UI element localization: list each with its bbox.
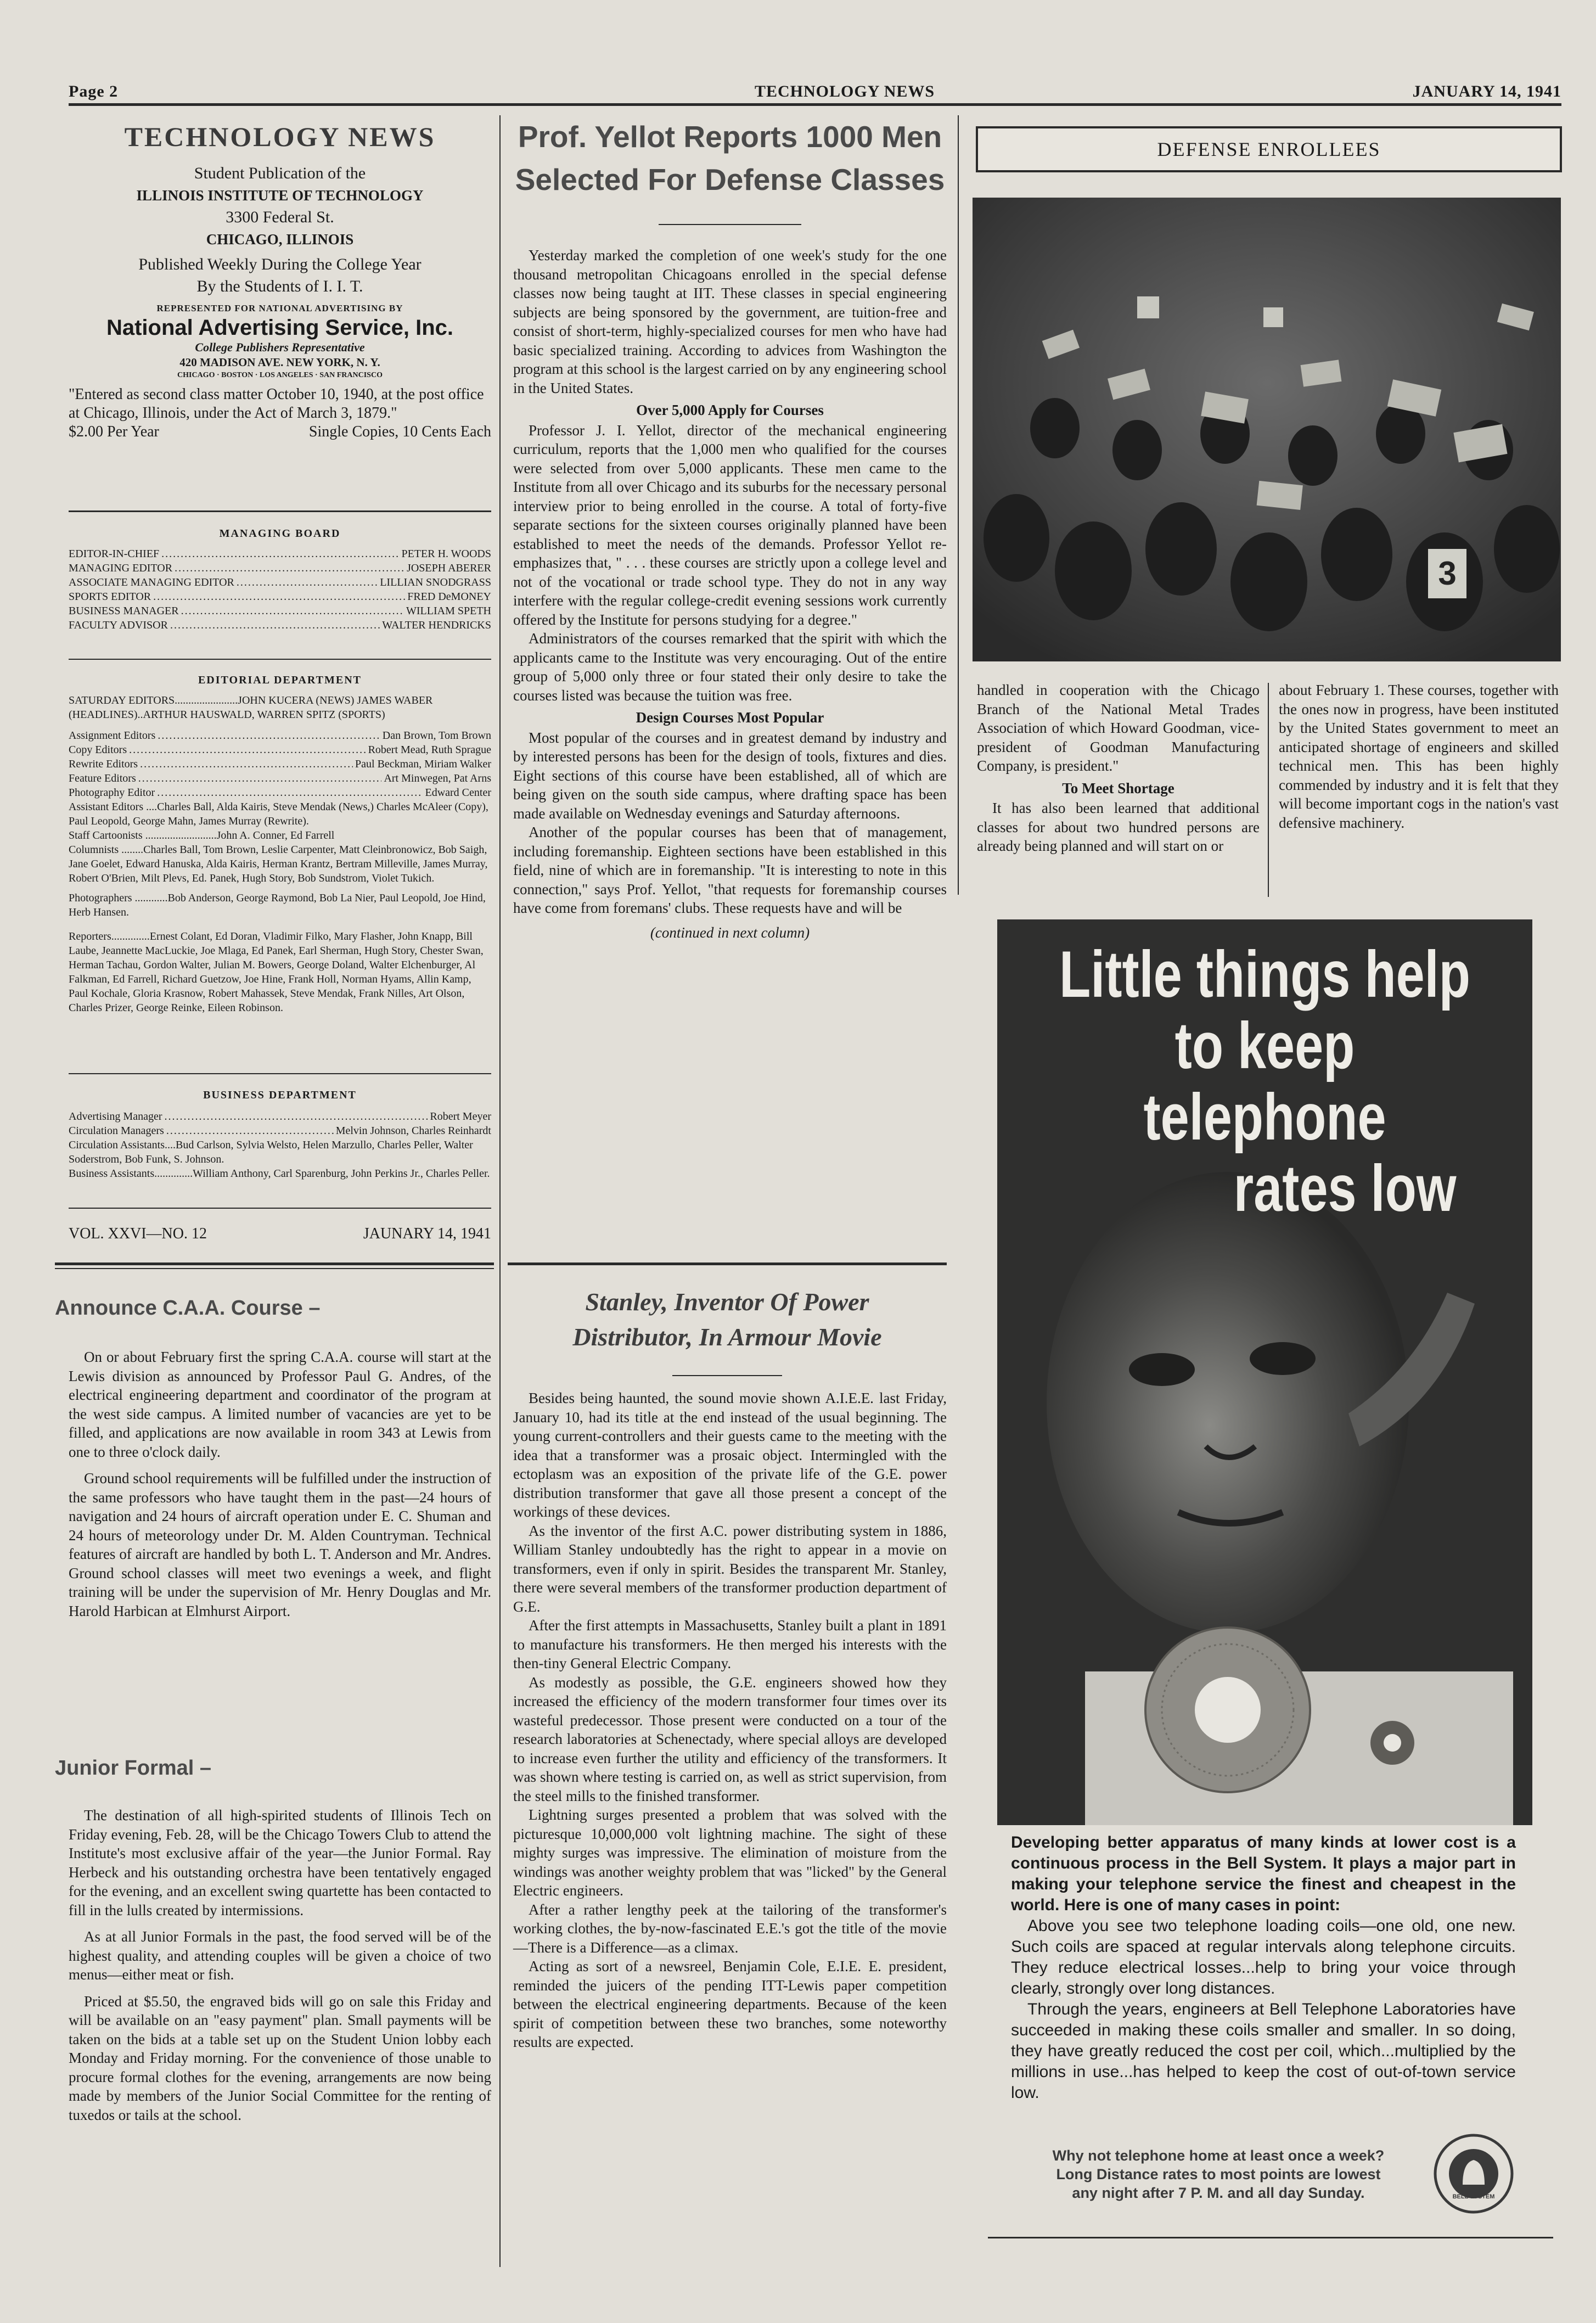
paragraph: Through the years, engineers at Bell Telephone Laboratories have succeeded in making these coils smaller and smaller. In so doing, they have greatly reduced the cost per coil, which...multiplied by the millions in use...has helped to keep the cost of out-of-town service low.: [1011, 2000, 1516, 2102]
board-name: PETER H. WOODS: [401, 548, 491, 560]
headline-line: Selected For Defense Classes: [515, 162, 945, 197]
subhead: Design Courses Most Popular: [636, 709, 824, 726]
paragraph: Most popular of the courses and in greatest demand by industry and by interested persons has been for the design of tools, fixtures and dies. Eight sections of this course have been established, all of which are being given on the south side campus, where drafting space has been made available on Wednesday evenings and Saturday afternoons.: [513, 729, 947, 822]
masthead-entered: "Entered as second class matter October 10, 1940, at the post office at Chicago, Illinois, under the Act of March 3, 1879.": [69, 386, 484, 422]
paragraph: Yesterday marked the completion of one week's study for the one thousand metropolitan Chicagoans enrolled in the special defense classes now being taught at IIT. These classes in special engineering subjects are being sponsored by the government, are tuition-free and consist of short-term, highly-specialized courses for men who have had basic specialized training. According to advices from Washington the program at this school is the largest carried on by any engineering school in the United States.: [513, 247, 947, 396]
short-rule: [659, 224, 801, 225]
board-role: ASSOCIATE MANAGING EDITOR: [69, 576, 234, 588]
caa-body: [69, 1348, 491, 1620]
board-row: [69, 1109, 491, 1124]
columnists: Columnists ........Charles Ball, Tom Brown, Leslie Carpenter, Matt Cleinbronowicz, Bob Saigh, Jane Goelet, Edward Hanuska, Alda Kairis, Herman Krantz, Bertram Milleville, James Murray, Robert O'Brien, Milt Plevs, Ed. Panek, Hugh Story, Bob Sundstrom, Violet Tukich.: [69, 844, 488, 884]
board-name: FRED DeMONEY: [407, 591, 491, 603]
masthead-line: Student Publication of the: [194, 164, 366, 182]
paragraph: Acting as sort of a newsreel, Benjamin Cole, E.I.E. E. president, reminded the juicers of the pending ITT-Lewis paper competition between the electrical engineering departments. Because of the keen spirit of competition between these two branches, some noteworthy results are expected.: [513, 1958, 947, 2050]
masthead-address: 420 MADISON AVE. NEW YORK, N. Y.: [179, 356, 380, 369]
masthead-prices: [69, 423, 491, 441]
managing-board: [69, 524, 491, 632]
board-row: [69, 757, 491, 771]
page-number: Page 2: [69, 82, 119, 100]
board-name: Edward Center: [425, 787, 491, 799]
board-name: JOSEPH ABERER: [407, 562, 491, 574]
divider: [69, 1073, 491, 1074]
yellot-continued-col2: [1279, 681, 1559, 832]
ad-headline-line: Little things help: [1059, 938, 1470, 1011]
column-divider: [499, 115, 501, 2267]
masthead-title: TECHNOLOGY NEWS: [124, 121, 436, 152]
subhead: Over 5,000 Apply for Courses: [636, 402, 824, 418]
masthead-pub2: By the Students of I. I. T.: [196, 277, 363, 295]
seal-text: BELL SYSTEM: [1452, 2193, 1495, 2200]
masthead-pub1: Published Weekly During the College Year: [138, 255, 422, 273]
business-title: BUSINESS DEPARTMENT: [203, 1089, 357, 1101]
paragraph: Besides being haunted, the sound movie shown A.I.E.E. last Friday, January 10, had its title at the end instead of the usual beginning. The young current-controllers and their guests came to the meeting with the idea that a transformer was a prosaic object. Intermingled with the ectoplasm was an exposition of the private life of the G.E. power distribution transformer that gave all those present a concept of the workings of these devices.: [513, 1390, 947, 1520]
ad-tagline-line: Long Distance rates to most points are lowest: [1056, 2166, 1381, 2182]
continued-note: (continued in next column): [650, 924, 810, 941]
volume-number: VOL. XXVI—NO. 12: [69, 1225, 207, 1242]
price-per-year: $2.00 Per Year: [69, 423, 159, 440]
board-row: [69, 743, 491, 757]
stanley-body: [513, 1389, 947, 2052]
subhead: To Meet Shortage: [1062, 779, 1174, 796]
board-role: BUSINESS MANAGER: [69, 605, 179, 617]
paragraph: Above you see two telephone loading coils—one old, one new. Such coils are spaced at regular intervals along telephone circuits. They reduce electrical losses...help to bring your voice through clearly, strongly over long distances.: [1011, 1917, 1516, 1997]
column-divider: [958, 115, 959, 895]
board-role: Feature Editors: [69, 772, 136, 784]
defense-enrollees-title: DEFENSE ENROLLEES: [1157, 138, 1381, 160]
headline-line: Distributor, In Armour Movie: [572, 1323, 882, 1351]
paragraph: The destination of all high-spirited students of Illinois Tech on Friday evening, Feb. 28, will be the Chicago Towers Club to attend the Institute's most exclusive affair of the year—the Junior Formal. Ray Herbeck and his outstanding orchestra have been tentatively engaged for the evening, and an excellent swing quartette has been contacted to fill in the lulls created by intermissions.: [69, 1807, 491, 1918]
masthead-school: ILLINOIS INSTITUTE OF TECHNOLOGY: [136, 187, 424, 204]
board-row: [69, 547, 491, 561]
paragraph: After the first attempts in Massachusetts, Stanley built a plant in 1891 to manufacture his transformers. He then merged his interests with the then-tiny General Electric Company.: [513, 1617, 947, 1671]
caa-headline: Announce C.A.A. Course –: [55, 1297, 321, 1320]
volume-date: JAUNARY 14, 1941: [363, 1225, 491, 1242]
ad-headline: [1056, 939, 1474, 1224]
assistant-editors: Assistant Editors ....Charles Ball, Alda Kairis, Steve Mendak (News,) Charles McAleer (Copy), Paul Leopold, George Mahn, James Murray (Rewrite).: [69, 801, 488, 827]
business-department: [69, 1086, 491, 1181]
masthead-rep: REPRESENTED FOR NATIONAL ADVERTISING BY: [156, 303, 403, 313]
board-role: Circulation Managers: [69, 1125, 164, 1137]
business-list: [69, 1109, 491, 1138]
headline-line: Prof. Yellot Reports 1000 Men: [518, 120, 942, 154]
paragraph: Professor J. I. Yellot, director of the mechanical engineering curriculum, reports that the 1,000 men who qualified for the courses were selected from over 5,000 applicants. These men came to the Institute from all over Chicago and its suburbs for the necessary personal interview prior to being enrolled in the course. A total of forty-five separate sections for the sixteen courses originally planned have been established to meet the needs of the demands. Professor Yellot re-emphasizes that, " . . . these courses are strictly upon a college level and not of the vocational or trade school type. They do not in any way interfere with the regular college-credit evening sessions work currently offered by the Institute for persons studying for a degree.": [513, 422, 947, 628]
board-role: Rewrite Editors: [69, 758, 138, 770]
board-role: Copy Editors: [69, 744, 127, 756]
board-role: Advertising Manager: [69, 1110, 162, 1123]
board-role: FACULTY ADVISOR: [69, 619, 168, 631]
header-date: JANUARY 14, 1941: [1412, 82, 1561, 100]
managing-board-title: MANAGING BOARD: [219, 528, 341, 540]
paragraph: about February 1. These courses, together with the ones now in progress, have been instituted by the United States government to meet an anticipated shortage of engineers and skilled technical men. This has been highly commended by industry and it is felt that they will become important cogs in the nation's vast defensive machinery.: [1279, 682, 1559, 831]
header-rule: [69, 103, 1561, 106]
paragraph: As at all Junior Formals in the past, the food served will be of the highest quality, and attending couples will be given a choice of two menus—either meat or fish.: [69, 1928, 491, 1983]
board-role: MANAGING EDITOR: [69, 562, 173, 574]
paragraph: Lightning surges presented a problem that was solved with the picturesque 10,000,000 volt lightning machine. The sight of these mighty surges was impressive. The elimination of moisture from the windings was another weighty problem that was "licked" by the General Electric engineers.: [513, 1806, 947, 1899]
ad-tagline-line: any night after 7 P. M. and all day Sunday.: [1072, 2185, 1365, 2201]
managing-board-list: [69, 547, 491, 632]
board-row: [69, 728, 491, 743]
editorial-list: [69, 728, 491, 800]
paragraph: handled in cooperation with the Chicago Branch of the National Metal Trades Association of which Howard Goodman, vice-president of Goodman Manufacturing Company, is president.": [977, 682, 1260, 774]
reporters: Reporters..............Ernest Colant, Ed Doran, Vladimir Filko, Mary Flasher, John Knapp, Bill Laube, Jeannette MacLuckie, Joe Mlaga, Ed Panek, Earl Sherman, Hugh Story, Chester Swan, Herman Tachau, Gordon Walter, Julian M. Bowers, George Doland, Walter Elchenburger, Al Falkman, Ed Farrell, Richard Guetzow, Joe Hine, Frank Holl, Norman Hyams, Allin Kamp, Paul Kochale, Gloria Krasnow, Robert Mahassek, Steve Mendak, Frank Nilles, Art Olson, Charles Prizer, George Reinke, Eileen Robinson.: [69, 930, 484, 1014]
editorial-department: [69, 671, 491, 1015]
board-name: WALTER HENDRICKS: [382, 619, 491, 631]
board-row: [69, 1124, 491, 1138]
masthead: [69, 121, 491, 441]
board-name: WILLIAM SPETH: [406, 605, 491, 617]
circulation-assistants: Circulation Assistants....Bud Carlson, Sylvia Welsto, Helen Marzullo, Charles Peller, Walter Soderstrom, Bob Funk, S. Johnson.: [69, 1139, 473, 1165]
masthead-street: 3300 Federal St.: [226, 208, 334, 226]
divider: [69, 1208, 491, 1209]
ad-tagline: [1021, 2146, 1416, 2202]
paragraph: Ground school requirements will be fulfilled under the instruction of the same professors who have taught them in the past—24 hours of navigation and 24 hours of aircraft operation under E. C. Shuman and 24 hours of meteorology under Dr. M. Alden Countryman. Technical features of aircraft are handled by both L. T. Anderson and Mr. Andres. Ground school classes will meet two evenings a week, and flight training will be under the supervision of Mr. Henry Douglas and Mr. Harold Harbican at Elmhurst Airport.: [69, 1470, 491, 1619]
headline-line: Stanley, Inventor Of Power: [585, 1288, 869, 1316]
masthead-nas: National Advertising Service, Inc.: [106, 316, 454, 340]
divider: [55, 1262, 494, 1265]
telephone-advertisement: [997, 919, 1532, 1825]
board-row: [69, 604, 491, 618]
paragraph: After a rather lengthy peek at the tailoring of the transformer's working clothes, the by-now-fascinated E.E.'s got the title of the movie—There is a Difference—as a climax.: [513, 1901, 947, 1956]
ad-headline-line: rates low: [1233, 1152, 1457, 1225]
price-single: Single Copies, 10 Cents Each: [308, 423, 491, 440]
ad-tagline-line: Why not telephone home at least once a week?: [1052, 2147, 1385, 2164]
board-name: Robert Meyer: [430, 1110, 491, 1123]
yellot-body: [513, 246, 947, 942]
board-row: [69, 785, 491, 800]
paragraph: On or about February first the spring C.A.A. course will start at the Lewis division as announced by Professor Paul G. Andres, of the electrical engineering department and coordinator of the program at the west side campus. A limited number of vacancies are yet to be filled, and applications are now available in room 343 at Lewis from one to three o'clock daily.: [69, 1349, 491, 1460]
board-role: EDITOR-IN-CHIEF: [69, 548, 160, 560]
board-role: Photography Editor: [69, 787, 155, 799]
board-name: Art Minwegen, Pat Arns: [384, 772, 491, 784]
board-row: [69, 575, 491, 590]
divider: [69, 659, 491, 660]
paragraph: It has also been learned that additional classes for about two hundred persons are already being planned and will start on or: [977, 800, 1260, 854]
photographers: Photographers ............Bob Anderson, George Raymond, Bob La Nier, Paul Leopold, Joe Hind, Herb Hansen.: [69, 892, 486, 918]
ad-headline-line: to keep telephone: [1143, 1009, 1386, 1154]
divider: [988, 2237, 1553, 2238]
paragraph: Priced at $5.50, the engraved bids will go on sale this Friday and will be available on an "easy payment" plan. Small payments will be taken on the bids at a table set up on the Student Union lobby each Monday and Friday morning. For the convenience of those unable to procure formal clothes for the evening, arrangements are now being made by members of the Junior Social Committee for the renting of tuxedos or tails at the school.: [69, 1993, 491, 2123]
board-name: Melvin Johnson, Charles Reinhardt: [335, 1125, 491, 1137]
board-row: [69, 561, 491, 575]
paragraph: As modestly as possible, the G.E. engineers showed how they increased the efficiency of the modern transformer four times over its wasteful predecessor. Those present were conducted on a tour of the research laboratories at Schenectady, where special alloys are developed to increase even further the utility and efficiency of the transformers. It was shown where testing is carried on, as well as strict supervision, from the steel mills to the finished transformer.: [513, 1674, 947, 1804]
stanley-headline: [508, 1284, 947, 1355]
staff-cartoonists: Staff Cartoonists ..........................John A. Conner, Ed Farrell: [69, 829, 335, 841]
paragraph: Developing better apparatus of many kinds at lower cost is a continuous process in the Bell System. It plays a major part in making your telephone service the finest and cheapest in the world. Here is one of many cases in point:: [1011, 1833, 1516, 1914]
paragraph: Another of the popular courses has been that of management, including foremanship. Eighteen sections have been established in this field, nine of which are in foremanship. "It is interesting to note in this connection," says Prof. Yellot, "that requests for foremanship courses have come from foremans' clubs. These requests have and will be: [513, 824, 947, 916]
defense-enrollees-box: [976, 126, 1562, 172]
board-name: Paul Beckman, Miriam Walker: [355, 758, 491, 770]
board-row: [69, 618, 491, 632]
masthead-cities: CHICAGO · BOSTON · LOS ANGELES · SAN FRANCISCO: [177, 371, 383, 379]
business-assistants: Business Assistants..............William Anthony, Carl Sparenburg, John Perkins Jr., Charles Peller.: [69, 1168, 490, 1180]
bell-system-seal-icon: [1432, 2133, 1515, 2215]
board-name: Dan Brown, Tom Brown: [382, 730, 491, 742]
crowd-photo-illustration: [973, 198, 1561, 661]
short-rule: [672, 1375, 782, 1376]
board-row: [69, 590, 491, 604]
enrollees-photo: [973, 198, 1561, 661]
yellot-continued-col1: [977, 681, 1260, 856]
column-divider: [1268, 683, 1269, 897]
board-role: SPORTS EDITOR: [69, 591, 151, 603]
editorial-title: EDITORIAL DEPARTMENT: [198, 674, 362, 686]
masthead-city: CHICAGO, ILLINOIS: [206, 231, 354, 248]
header-paper-name: TECHNOLOGY NEWS: [755, 82, 935, 100]
formal-body: [69, 1806, 491, 2124]
board-name: Robert Mead, Ruth Sprague: [368, 744, 491, 756]
volume-line: [69, 1225, 491, 1243]
ad-body: [1011, 1832, 1516, 2103]
yellot-headline: [510, 115, 949, 201]
divider: [69, 510, 491, 512]
paragraph: Administrators of the courses remarked that the spirit with which the applicants came to the Institute was very encouraging. Out of the entire group of 5,000 only three or four stated their only desire to take the courses listed was because the tuition was free.: [513, 630, 947, 704]
board-role: Assignment Editors: [69, 730, 156, 742]
divider: [55, 1268, 494, 1269]
masthead-nas-sub: College Publishers Representative: [195, 340, 365, 354]
page-header: [69, 82, 1561, 104]
saturday-editors: SATURDAY EDITORS.......................JOHN KUCERA (NEWS) JAMES WABER (HEADLINES)..ARTHUR HAUSWALD, WARREN SPITZ (SPORTS): [69, 694, 433, 721]
svg-text:3: 3: [1438, 555, 1457, 592]
divider: [508, 1262, 947, 1265]
board-name: LILLIAN SNODGRASS: [380, 576, 491, 588]
board-row: [69, 771, 491, 785]
paragraph: As the inventor of the first A.C. power distributing system in 1886, William Stanley undoubtedly has the right to appear in a movie on transformers, even if only in spirit. Besides the transparent Mr. Stanley, there were several members of the transformer production department of G.E.: [513, 1522, 947, 1615]
formal-headline: Junior Formal –: [55, 1757, 212, 1780]
